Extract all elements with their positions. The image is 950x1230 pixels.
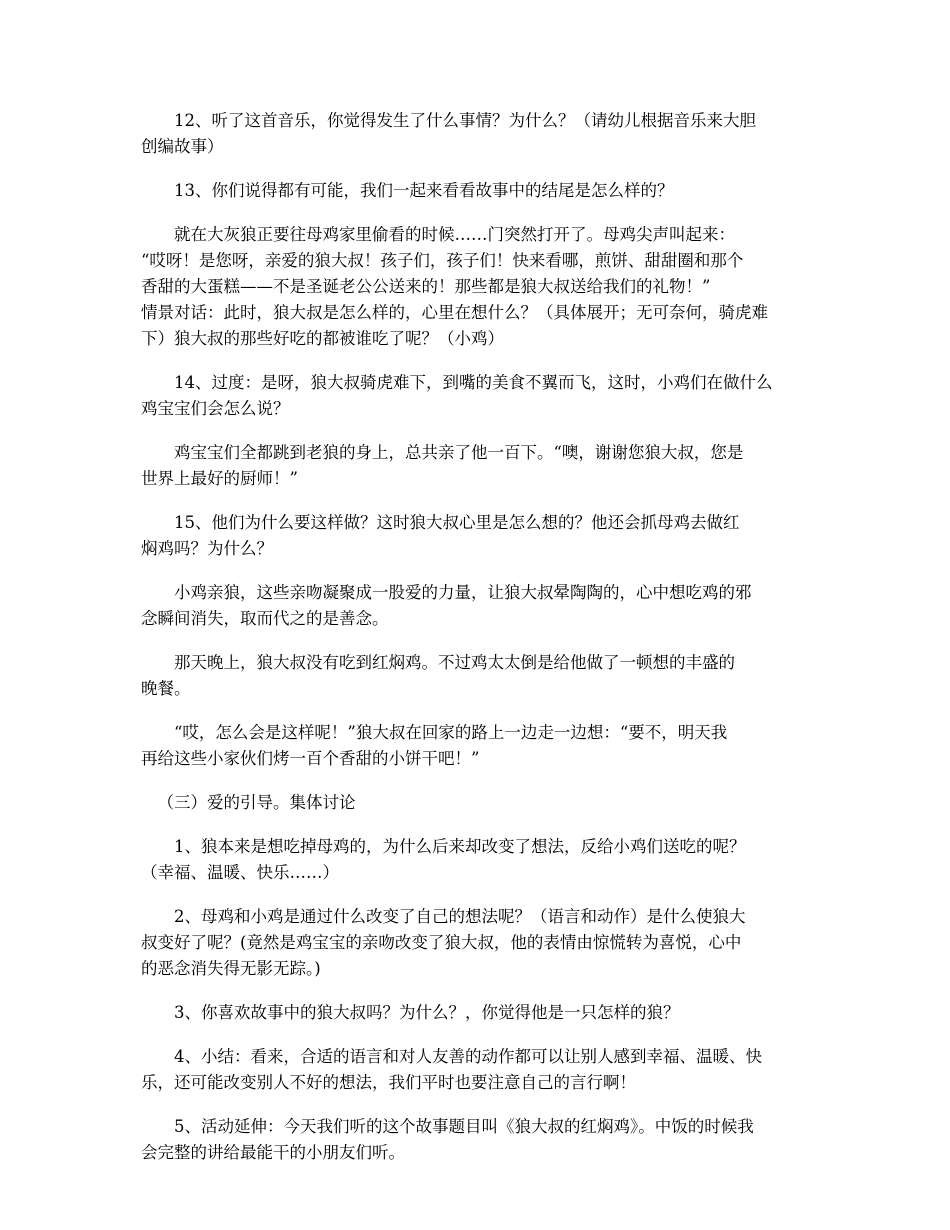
text-line: 小鸡亲狼，这些亲吻凝聚成一股爱的力量，让狼大叔晕陶陶的，心中想吃鸡的邪 [174, 583, 752, 602]
text-line: （幸福、温暖、快乐……） [141, 863, 339, 882]
paragraph-q13 [141, 178, 813, 204]
paragraph-discussion-4 [141, 1044, 813, 1096]
text-line: 创编故事） [141, 137, 224, 156]
text-line: 13、你们说得都有可能，我们一起来看看故事中的结尾是怎么样的？ [174, 181, 674, 200]
text-line: “哎呀！是您呀，亲爱的狼大叔！孩子们，孩子们！快来看哪，煎饼、甜甜圈和那个 [141, 251, 744, 270]
text-line: 情景对话：此时，狼大叔是怎么样的，心里在想什么？（具体展开；无可奈何，骑虎难 [141, 303, 768, 322]
text-line: 3、你喜欢故事中的狼大叔吗？为什么？，你觉得他是一只怎样的狼？ [174, 1003, 680, 1022]
text-line: 香甜的大蛋糕——不是圣诞老公公送来的！那些都是狼大叔送给我们的礼物！” [141, 277, 711, 296]
paragraph-chicks-kiss [141, 440, 813, 492]
paragraph-discussion-3 [141, 1000, 813, 1026]
text-line: 4、小结：看来，合适的语言和对人友善的动作都可以让别人感到幸福、温暖、快 [174, 1047, 762, 1066]
text-line: 世界上最好的厨师！” [141, 469, 298, 488]
text-line: 的恶念消失得无影无踪。) [141, 959, 321, 978]
text-line: 14、过度：是呀，狼大叔骑虎难下，到嘴的美食不翼而飞，这时，小鸡们在做什么 [174, 373, 773, 392]
text-line: 焖鸡吗？为什么？ [141, 539, 273, 558]
text-line: 下）狼大叔的那些好吃的都被谁吃了呢？（小鸡） [141, 329, 504, 348]
paragraph-that-night [141, 650, 813, 702]
text-line: 鸡宝宝们全都跳到老狼的身上，总共亲了他一百下。“噢，谢谢您狼大叔，您是 [174, 443, 744, 462]
text-line: （三）爱的引导。集体讨论 [157, 793, 356, 812]
text-line: 12、听了这首音乐，你觉得发生了什么事情？为什么？（请幼儿根据音乐来大胆 [174, 111, 756, 130]
text-line: 鸡宝宝们会怎么说？ [141, 399, 290, 418]
paragraph-q12 [141, 108, 813, 160]
text-line: “哎，怎么会是这样呢！”狼大叔在回家的路上一边走一边想：“要不，明天我 [174, 723, 728, 742]
text-line: 乐，还可能改变别人不好的想法，我们平时也要注意自己的言行啊！ [141, 1073, 636, 1092]
paragraph-discussion-1 [141, 834, 813, 886]
text-line: 念瞬间消失，取而代之的是善念。 [141, 609, 389, 628]
text-line: 就在大灰狼正要往母鸡家里偷看的时候……门突然打开了。母鸡尖声叫起来： [174, 225, 735, 244]
text-line: 会完整的讲给最能干的小朋友们听。 [141, 1143, 405, 1162]
paragraph-discussion-5 [141, 1114, 813, 1166]
text-line: 再给这些小家伙们烤一百个香甜的小饼干吧！” [141, 749, 480, 768]
text-line: 5、活动延伸：今天我们听的这个故事题目叫《狼大叔的红焖鸡》。中饭的时候我 [174, 1117, 754, 1136]
paragraph-love-power [141, 580, 813, 632]
text-line: 2、母鸡和小鸡是通过什么改变了自己的想法呢？（语言和动作）是什么使狼大 [174, 907, 746, 926]
text-line: 1、狼本来是想吃掉母鸡的，为什么后来却改变了想法，反给小鸡们送吃的呢？ [174, 837, 746, 856]
document-page [141, 108, 813, 1184]
text-line: 晚餐。 [141, 679, 191, 698]
paragraph-q14 [141, 370, 813, 422]
text-line: 叔变好了呢？(竟然是鸡宝宝的亲吻改变了狼大叔，他的表情由惊慌转为喜悦，心中 [141, 933, 742, 952]
paragraph-q15 [141, 510, 813, 562]
paragraph-story-ending [141, 222, 813, 352]
paragraph-discussion-2 [141, 904, 813, 982]
text-line: 那天晚上，狼大叔没有吃到红焖鸡。不过鸡太太倒是给他做了一顿想的丰盛的 [174, 653, 735, 672]
text-line: 15、他们为什么要这样做？这时狼大叔心里是怎么想的？他还会抓母鸡去做红 [174, 513, 740, 532]
section-heading-discussion [141, 790, 813, 816]
paragraph-wolf-thinks [141, 720, 813, 772]
